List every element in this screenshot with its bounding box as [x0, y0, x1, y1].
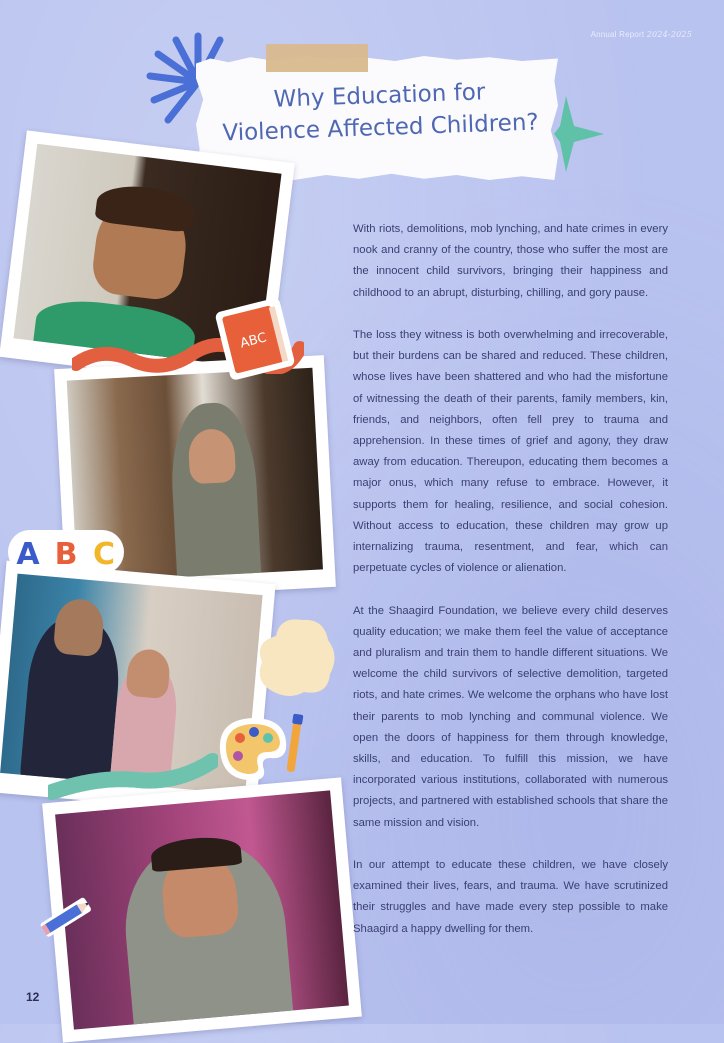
abc-letter-b: B	[54, 537, 78, 572]
title-line-2: Violence Affected Children?	[222, 109, 540, 147]
star-icon	[552, 92, 608, 176]
abc-sticker	[6, 526, 126, 576]
report-year: 2024-2025	[646, 30, 692, 39]
paragraph-1: With riots, demolitions, mob lynching, and hate crimes in every nook and cranny of the country, those who suffer the most are the innocent child survivors, bringing their happiness and childhood to an abrupt, disturbing, chilling, and gory pause.	[353, 223, 668, 299]
abc-letter-a: A	[16, 537, 40, 572]
paragraph-4: In our attempt to educate these children, we have closely examined their lives, fears, and trauma. We have scrutinized their struggles and have made every step possible to make Shaagird a happy dwelling for them.	[353, 859, 668, 935]
cloud-icon	[254, 612, 338, 698]
abc-letter-c: C	[92, 537, 116, 572]
body-text	[353, 219, 668, 961]
palette-icon	[212, 712, 308, 786]
tape-strip	[266, 44, 368, 72]
title-line-1: Why Education for	[273, 79, 486, 113]
paragraph-2: The loss they witness is both overwhelming and irrecoverable, but their burdens can be shared and reduced. These children, whose lives have been shattered and who had the misfortune of witnessing the death of their parents, family members, kin, friends, and neighbors, often fell prey to trauma and apprehension. In these times of grief and agony, they draw away from education. Thereupon, educating them becomes a major onus, which many refuse to embrace. However, it supports them for healing, resilience, and social cohesion. Without access to education, these children may grow up internalizing trauma, resentment, and fear, which can perpetuate cycles of violence or alienation.	[353, 329, 668, 575]
pencil-icon	[34, 888, 102, 946]
paragraph-3: At the Shaagird Foundation, we believe every child deserves quality education; we make them feel the value of acceptance and pluralism and train them to handle different situations. We welcome the child survivors of selective demolition, targeted riots, and hate crimes. We welcome the orphans who have lost their parents to mob lynching and communal violence. We open the doors of happiness for them through knowledge, skills, and education. To fulfill this mission, we have incorporated various institutions, collaborated with numerous projects, and partnered with established schools that share the same mission and vision.	[353, 604, 668, 829]
report-header	[591, 30, 692, 39]
page-number: 12	[26, 990, 40, 1004]
book-label: ABC	[238, 330, 269, 352]
report-label: Annual Report	[590, 30, 645, 39]
page-title	[209, 74, 551, 150]
